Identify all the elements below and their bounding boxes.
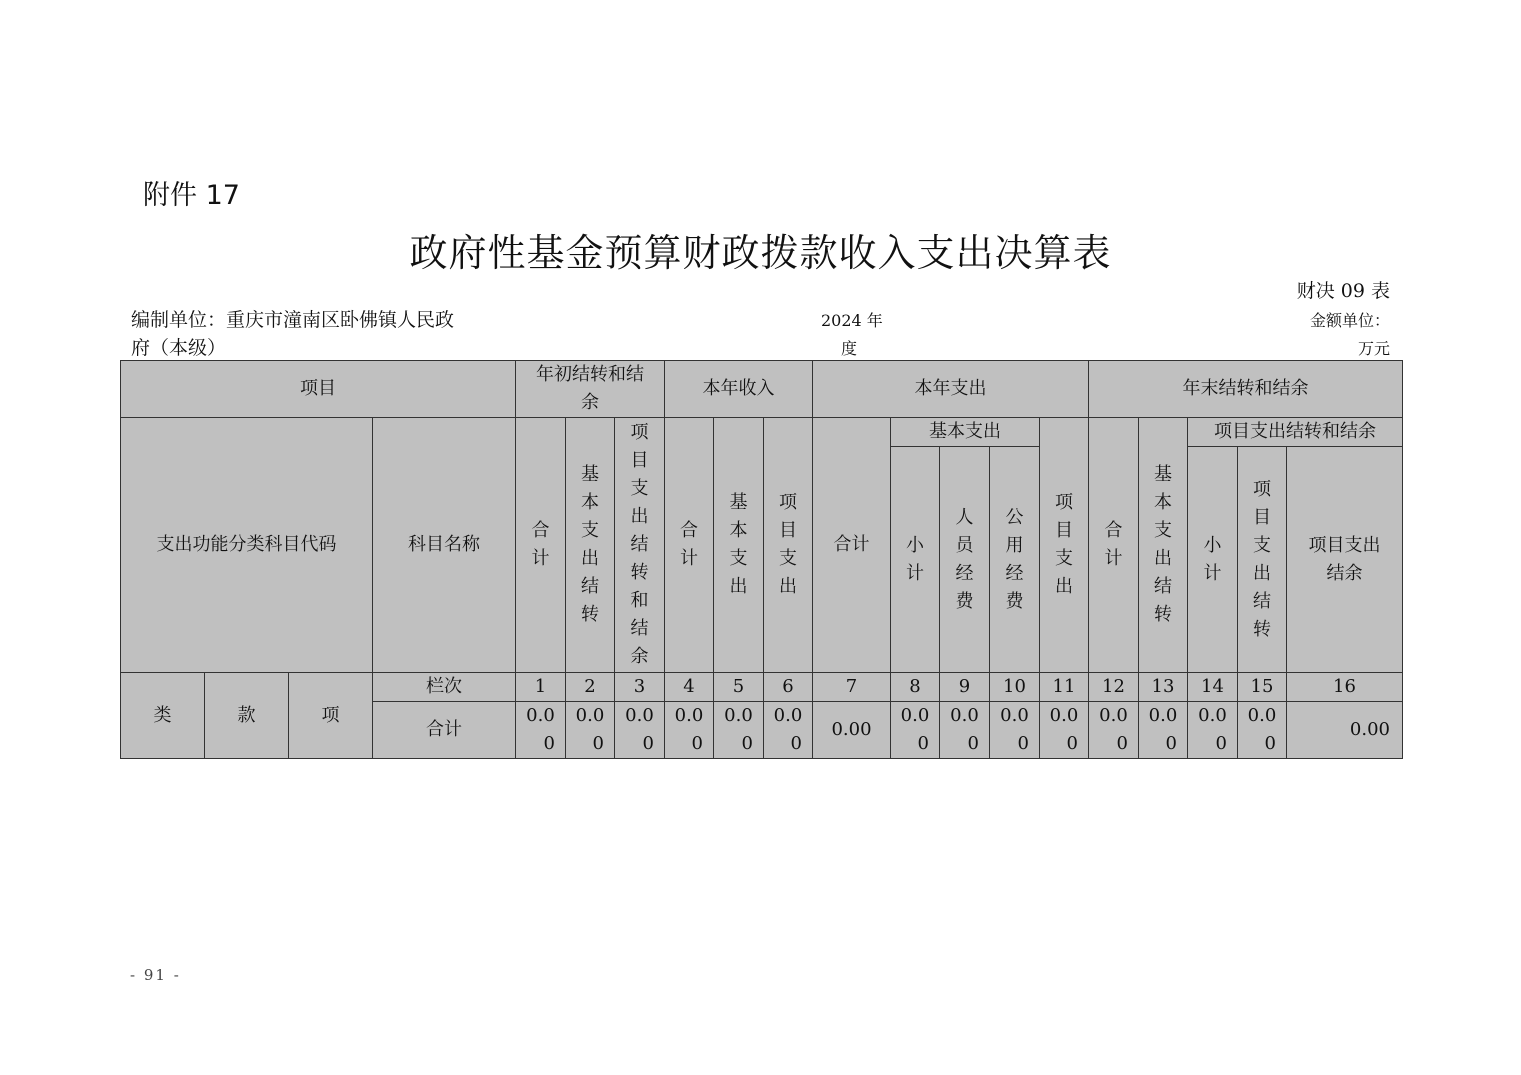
value-part-1: 0.0 xyxy=(526,705,555,726)
value-part-1: 0.0 xyxy=(674,705,704,726)
header-char: 目 xyxy=(779,520,797,541)
header-opening-balance-line1: 年初结转和结 xyxy=(536,364,644,385)
col-5-header xyxy=(714,418,764,673)
value-part-2: 0 xyxy=(642,733,654,754)
header-char: 合 xyxy=(680,520,698,541)
header-char: 经 xyxy=(1005,562,1024,584)
header-char: 公 xyxy=(1005,506,1024,528)
column-number-14: 14 xyxy=(1188,673,1238,702)
value-part-2: 0 xyxy=(1066,733,1078,754)
column-number-2: 2 xyxy=(566,673,615,702)
header-char: 出 xyxy=(1253,562,1271,584)
header-char: 基 xyxy=(581,464,599,485)
header-char: 支 xyxy=(1055,548,1073,569)
value-part-1: 0.0 xyxy=(1247,705,1277,726)
value-part-2: 0 xyxy=(543,733,555,754)
header-char: 支 xyxy=(581,520,599,541)
header-char: 计 xyxy=(906,562,924,584)
header-char: 出 xyxy=(1154,548,1172,569)
header-char: 出 xyxy=(630,506,649,527)
header-char: 计 xyxy=(1203,562,1222,584)
header-char: 基 xyxy=(729,492,748,513)
col-1-header xyxy=(516,418,566,673)
column-number-10: 10 xyxy=(990,673,1040,702)
document-title: 政府性基金预算财政拨款收入支出决算表 xyxy=(409,231,1112,275)
column-number-5: 5 xyxy=(714,673,764,702)
value-part-2: 0 xyxy=(741,733,753,754)
header-char: 项 xyxy=(630,422,649,443)
value-part-2: 0 xyxy=(967,733,979,754)
header-char: 本 xyxy=(1154,492,1172,513)
column-number-label: 栏次 xyxy=(373,673,516,702)
value-part-1: 0.0 xyxy=(1148,705,1178,726)
header-char: 出 xyxy=(779,576,797,597)
header-xiang: 项 xyxy=(289,673,373,759)
header-char: 支 xyxy=(630,478,649,499)
header-char: 项 xyxy=(1253,478,1271,500)
attachment-label: 附件 17 xyxy=(143,180,240,211)
header-char: 结 xyxy=(630,618,649,639)
value-part-2: 0 xyxy=(917,733,929,754)
year-label-line2: 度 xyxy=(841,339,858,358)
amount-unit-line1: 金额单位： xyxy=(1309,311,1390,330)
total-cell-8 xyxy=(891,702,940,759)
header-char: 费 xyxy=(955,590,974,612)
total-cell-12 xyxy=(1089,702,1139,759)
column-number-12: 12 xyxy=(1089,673,1139,702)
header-row-2 xyxy=(121,418,1403,447)
header-char: 小 xyxy=(1203,534,1222,556)
header-char: 结余 xyxy=(1326,562,1363,584)
total-cell-3 xyxy=(615,702,665,759)
header-char: 项 xyxy=(779,492,797,513)
total-cell-7: 0.00 xyxy=(813,702,891,759)
col-3-header xyxy=(615,418,665,673)
header-kuan: 款 xyxy=(205,673,289,759)
header-subject-name: 科目名称 xyxy=(373,418,516,673)
unit-label-line2: 府（本级） xyxy=(131,337,227,359)
header-char: 基 xyxy=(1154,464,1172,485)
value-part-2: 0 xyxy=(1165,733,1177,754)
header-char: 目 xyxy=(1253,506,1271,528)
total-cell-11 xyxy=(1040,702,1089,759)
header-current-expense: 本年支出 xyxy=(813,361,1089,418)
value-part-1: 0.0 xyxy=(1099,705,1128,726)
year-label-line1: 2024 年 xyxy=(821,311,883,330)
value-part-1: 0.0 xyxy=(625,705,654,726)
header-char: 人 xyxy=(955,506,974,528)
header-char: 目 xyxy=(1055,520,1073,541)
total-cell-1 xyxy=(516,702,566,759)
header-item: 项目 xyxy=(121,361,516,418)
header-char: 和 xyxy=(630,590,649,611)
form-number: 财决 09 表 xyxy=(1296,280,1390,302)
value-part-1: 0.0 xyxy=(1000,705,1029,726)
header-char: 结 xyxy=(581,576,599,597)
page-number: - 91 - xyxy=(130,966,181,984)
total-cell-15 xyxy=(1238,702,1287,759)
col-11-header xyxy=(1040,418,1089,673)
header-char: 本 xyxy=(729,520,748,541)
total-cell-9 xyxy=(940,702,990,759)
value-part-2: 0 xyxy=(1017,733,1029,754)
value-part-1: 0.0 xyxy=(773,705,803,726)
header-char: 转 xyxy=(630,562,649,583)
header-char: 项 xyxy=(1055,492,1073,513)
header-char: 合 xyxy=(1104,520,1123,541)
header-char: 结 xyxy=(1253,590,1271,612)
header-char: 计 xyxy=(680,548,698,569)
header-char: 小 xyxy=(906,534,924,556)
column-number-7: 7 xyxy=(813,673,891,702)
col-15-header xyxy=(1238,447,1287,673)
col-14-header xyxy=(1188,447,1238,673)
header-char: 用 xyxy=(1005,534,1024,556)
header-char: 合 xyxy=(531,520,550,541)
header-func-code: 支出功能分类科目代码 xyxy=(121,418,373,673)
header-char: 支 xyxy=(729,548,748,569)
total-cell-13 xyxy=(1139,702,1188,759)
column-number-9: 9 xyxy=(940,673,990,702)
header-char: 支 xyxy=(1154,520,1172,541)
col-16-header xyxy=(1287,447,1403,673)
total-cell-4 xyxy=(665,702,714,759)
col-13-header xyxy=(1139,418,1188,673)
header-char: 出 xyxy=(581,548,599,569)
col-10-header xyxy=(990,447,1040,673)
value-part-1: 0.0 xyxy=(575,705,605,726)
header-char: 转 xyxy=(581,604,599,625)
header-char: 目 xyxy=(630,450,649,471)
header-char: 出 xyxy=(1055,576,1073,597)
header-row-1 xyxy=(121,361,1403,418)
header-char: 支 xyxy=(1253,534,1271,556)
col-6-header xyxy=(764,418,813,673)
column-number-13: 13 xyxy=(1139,673,1188,702)
total-cell-16: 0.00 xyxy=(1287,702,1403,759)
header-opening-balance xyxy=(516,361,665,418)
column-number-row xyxy=(121,673,1403,702)
col-9-header xyxy=(940,447,990,673)
header-char: 计 xyxy=(1104,548,1123,569)
amount-unit-line2: 万元 xyxy=(1357,339,1390,358)
column-number-3: 3 xyxy=(615,673,665,702)
header-closing-balance: 年末结转和结余 xyxy=(1089,361,1403,418)
col-8-header xyxy=(891,447,940,673)
header-char: 结 xyxy=(1154,576,1172,597)
col-4-header xyxy=(665,418,714,673)
column-number-8: 8 xyxy=(891,673,940,702)
column-number-1: 1 xyxy=(516,673,566,702)
header-char: 费 xyxy=(1005,590,1024,612)
value-part-2: 0 xyxy=(1264,733,1276,754)
column-number-11: 11 xyxy=(1040,673,1089,702)
value-part-2: 0 xyxy=(1116,733,1128,754)
value-part-2: 0 xyxy=(1215,733,1227,754)
header-char: 余 xyxy=(630,646,649,667)
header-project-expense-balance: 项目支出结转和结余 xyxy=(1188,418,1403,447)
total-row-label: 合计 xyxy=(373,702,516,759)
value-part-1: 0.0 xyxy=(724,705,753,726)
header-opening-balance-line2: 余 xyxy=(581,392,599,413)
value-part-1: 0.0 xyxy=(1198,705,1227,726)
header-char: 结 xyxy=(630,534,649,555)
value-part-2: 0 xyxy=(592,733,604,754)
column-number-16: 16 xyxy=(1287,673,1403,702)
header-lei: 类 xyxy=(121,673,205,759)
total-cell-5 xyxy=(714,702,764,759)
value-part-2: 0 xyxy=(691,733,703,754)
header-char: 出 xyxy=(729,576,748,597)
header-char: 计 xyxy=(531,548,550,569)
total-cell-14 xyxy=(1188,702,1238,759)
total-cell-10 xyxy=(990,702,1040,759)
header-char: 转 xyxy=(1154,604,1172,625)
header-char: 项目支出 xyxy=(1308,534,1381,556)
total-cell-2 xyxy=(566,702,615,759)
value-part-1: 0.0 xyxy=(1049,705,1079,726)
value-part-2: 0 xyxy=(790,733,802,754)
header-char: 经 xyxy=(955,562,974,584)
column-number-6: 6 xyxy=(764,673,813,702)
value-part-1: 0.0 xyxy=(900,705,930,726)
header-char: 转 xyxy=(1253,618,1271,640)
header-char: 员 xyxy=(955,534,974,556)
header-char: 支 xyxy=(779,548,797,569)
column-number-4: 4 xyxy=(665,673,714,702)
col-12-header xyxy=(1089,418,1139,673)
budget-table xyxy=(120,360,1403,759)
header-current-income: 本年收入 xyxy=(665,361,813,418)
col-7-header: 合计 xyxy=(813,418,891,673)
header-char: 本 xyxy=(581,492,599,513)
col-2-header xyxy=(566,418,615,673)
total-cell-6 xyxy=(764,702,813,759)
column-number-15: 15 xyxy=(1238,673,1287,702)
value-part-1: 0.0 xyxy=(950,705,979,726)
unit-label-line1: 编制单位：重庆市潼南区卧佛镇人民政 xyxy=(131,309,455,331)
header-basic-expense: 基本支出 xyxy=(891,418,1040,447)
